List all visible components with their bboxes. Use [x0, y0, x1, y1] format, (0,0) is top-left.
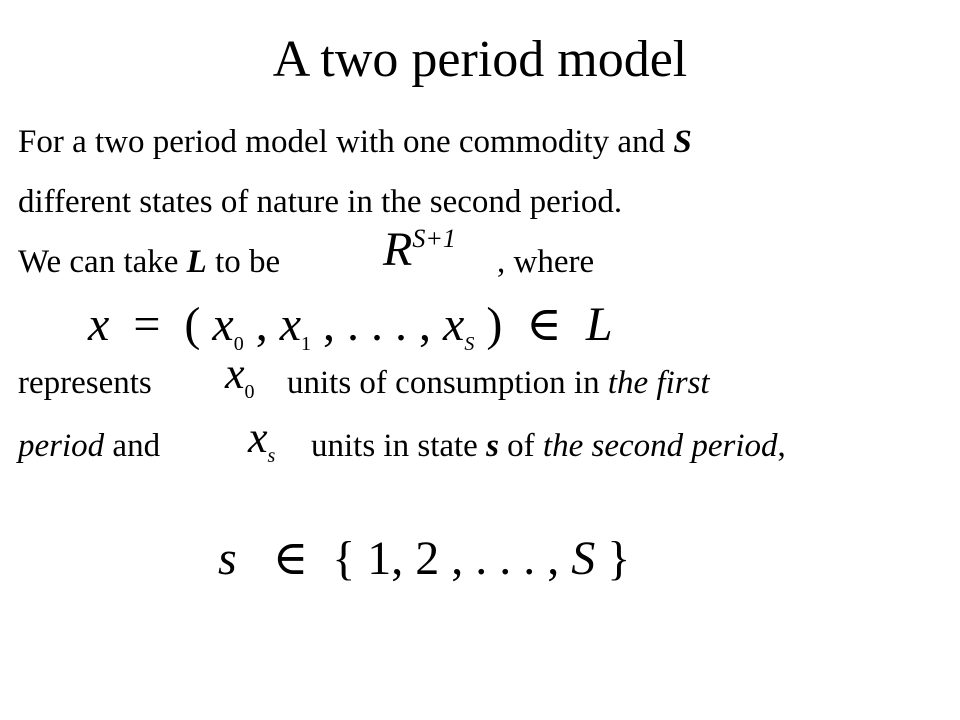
- set-element-of: ∈: [272, 532, 309, 585]
- math-open-paren: (: [184, 298, 201, 351]
- text-line-2: different states of nature in the second period.: [18, 184, 623, 220]
- line6-of: of: [498, 428, 543, 464]
- set-1: 1: [367, 532, 392, 585]
- symbol-L: L: [186, 244, 207, 280]
- set-2: 2: [415, 532, 440, 585]
- text-line-3: [18, 242, 280, 282]
- math-x-vector: [88, 296, 613, 355]
- line5-italic: the first: [607, 365, 710, 401]
- math-sub-1: 1: [301, 333, 311, 355]
- set-S: S: [571, 532, 596, 585]
- math-x0-inline: [225, 348, 255, 403]
- math-equals: =: [133, 298, 161, 351]
- set-close-brace: }: [607, 532, 631, 585]
- line6-and: and: [104, 428, 161, 464]
- line5-after: [287, 363, 710, 403]
- math-xs-inline: [248, 412, 276, 467]
- set-open-brace: {: [332, 532, 356, 585]
- inline-xs: x: [248, 413, 268, 462]
- text-line-6: [18, 426, 160, 466]
- math-x: x: [88, 298, 110, 351]
- inline-sub-0: 0: [244, 381, 255, 403]
- math-element-of: ∈: [526, 298, 562, 351]
- symbol-s: s: [486, 428, 499, 464]
- math-s-set: [218, 530, 630, 586]
- math-R-S-plus-1: [383, 222, 456, 277]
- inline-sub-s: s: [267, 445, 276, 467]
- math-R-base: R: [383, 223, 413, 276]
- math-sub-S: S: [464, 333, 475, 355]
- text-line-1: [18, 122, 692, 162]
- line3-before-L: We can take: [18, 244, 187, 280]
- math-L: L: [585, 298, 613, 351]
- set-dots: , . . . ,: [451, 532, 560, 585]
- math-R-sup: S+1: [412, 224, 456, 253]
- line6-end: ,: [777, 428, 786, 464]
- math-sub-0: 0: [233, 333, 244, 355]
- math-xS: x: [443, 298, 465, 351]
- math-x0: x: [212, 298, 234, 351]
- line5-before: represents: [18, 365, 152, 401]
- line1-text: For a two period model with one commodity and: [18, 124, 674, 160]
- line6-rest: [311, 426, 786, 466]
- line3-after-math: , where: [497, 244, 595, 280]
- math-close-paren: ): [486, 298, 503, 351]
- math-x1: x: [279, 298, 301, 351]
- line5-after-text: units of consumption in: [287, 365, 608, 401]
- set-s: s: [218, 532, 237, 585]
- symbol-S: S: [673, 124, 692, 160]
- line6-middle: units in state: [311, 428, 487, 464]
- math-comma: ,: [255, 298, 268, 351]
- math-dots: , . . . ,: [323, 298, 431, 351]
- text-line-5: [18, 363, 152, 403]
- line6-italic-period: period: [18, 428, 105, 464]
- line6-italic-second-period: the second period: [542, 428, 778, 464]
- slide-title: A two period model: [272, 31, 688, 88]
- inline-x: x: [225, 349, 245, 398]
- line3-after-L: to be: [206, 244, 281, 280]
- set-comma: ,: [391, 532, 404, 585]
